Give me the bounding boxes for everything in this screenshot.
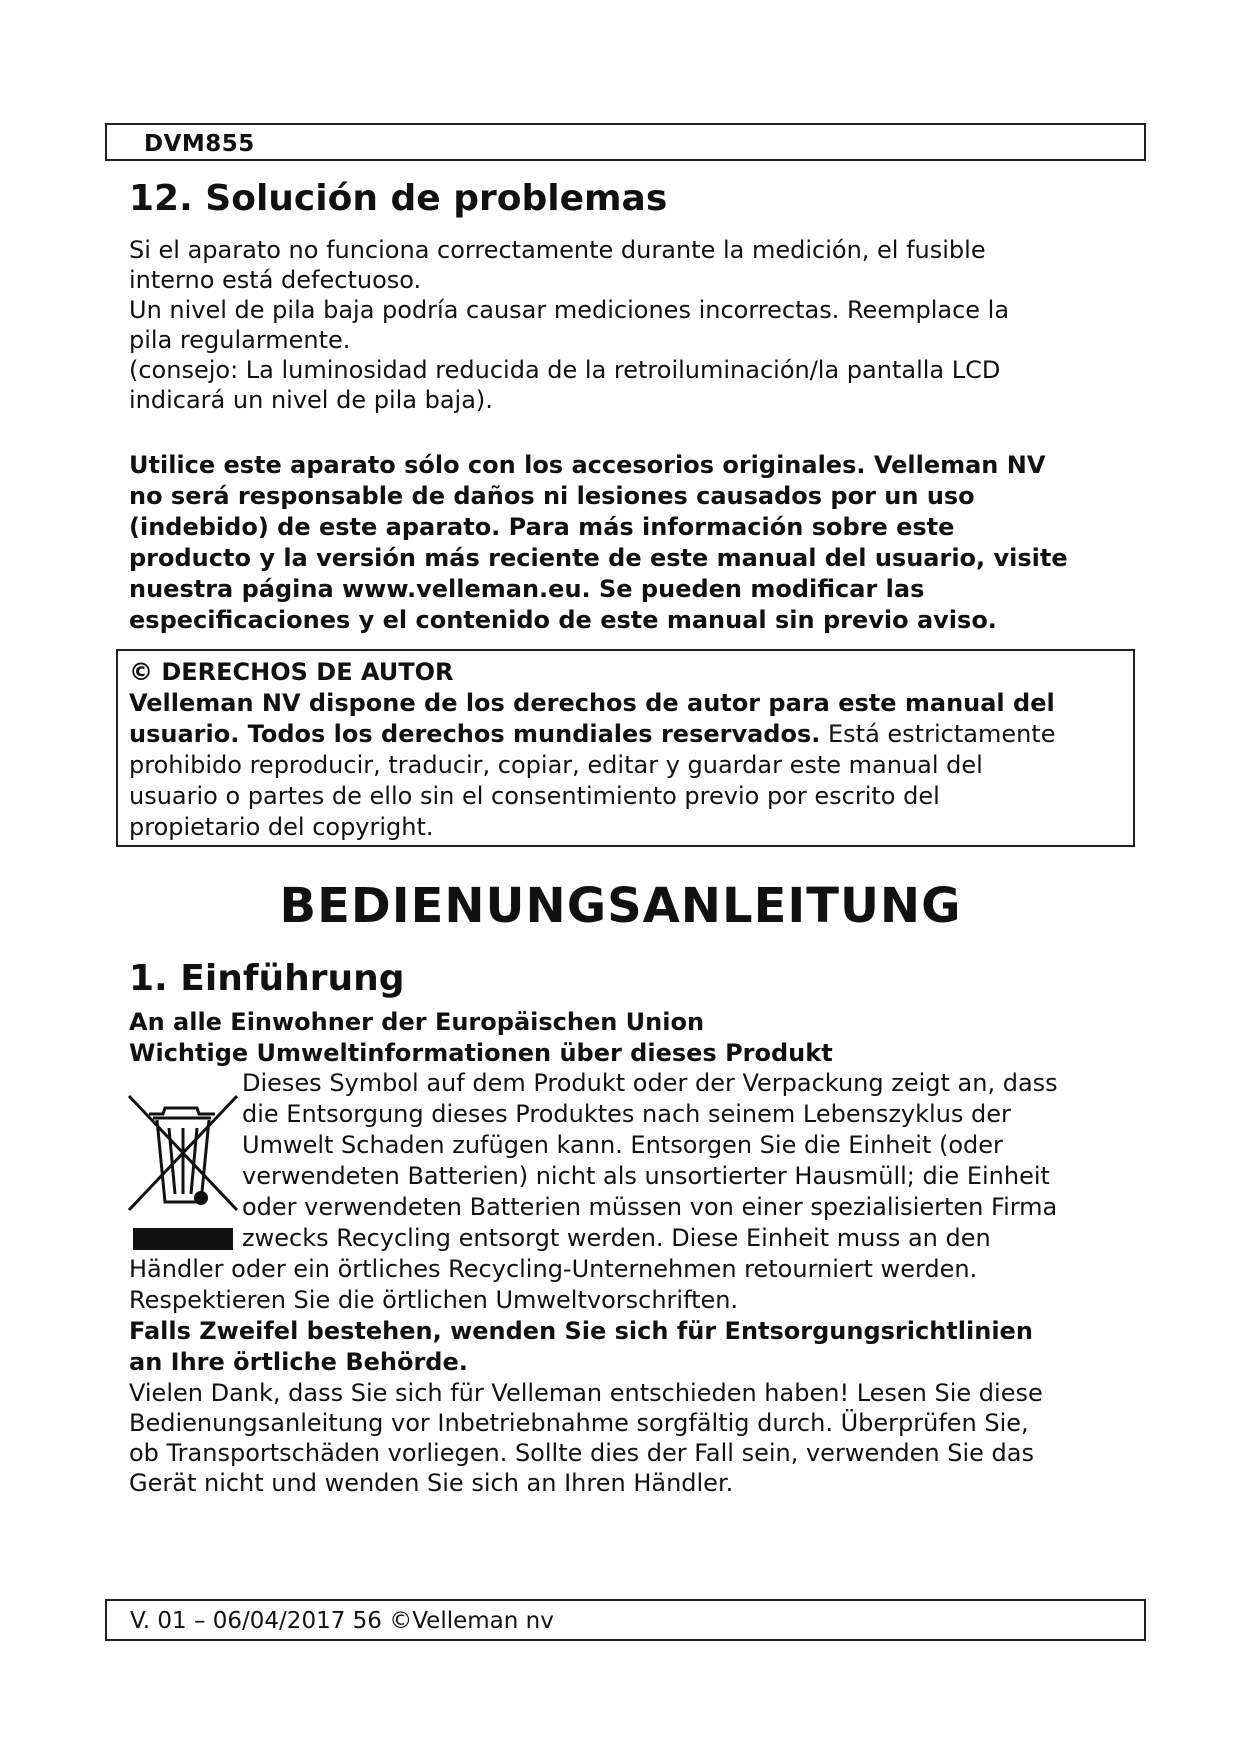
copyright-regular-fragment: Está estrictamente: [820, 720, 1056, 748]
weee-crossed-bin-icon: [125, 1084, 241, 1254]
text-line: indicará un nivel de pila baja).: [129, 386, 493, 414]
page-footer: [105, 1599, 1146, 1641]
text-line: ob Transportschäden vorliegen. Sollte dies der Fall sein, verwenden Sie das: [129, 1439, 1035, 1467]
text-line: Respektieren Sie die örtlichen Umweltvorschriften.: [129, 1286, 739, 1314]
text-line: nuestra página www.velleman.eu. Se pueden modificar las: [129, 575, 925, 603]
text-line: an Ihre örtliche Behörde.: [129, 1348, 468, 1376]
copyright-box: [116, 649, 1135, 847]
text-line: (indebido) de este aparato. Para más información sobre este: [129, 513, 955, 541]
text-line: Un nivel de pila baja podría causar mediciones incorrectas. Reemplace la: [129, 296, 1010, 324]
section-title-introduction: 1. Einführung: [129, 958, 405, 999]
text-line: prohibido reproducir, traducir, copiar, editar y guardar este manual del: [129, 751, 983, 779]
text-line: zwecks Recycling entsorgt werden. Diese Einheit muss an den: [242, 1224, 991, 1252]
text-line: Bedienungsanleitung vor Inbetriebnahme sorgfältig durch. Überprüfen Sie,: [129, 1409, 1029, 1437]
section-title-troubleshooting: 12. Solución de problemas: [129, 178, 668, 219]
text-line: Falls Zweifel bestehen, wenden Sie sich für Entsorgungsrichtlinien: [129, 1317, 1033, 1345]
text-line: pila regularmente.: [129, 326, 351, 354]
copyright-bold-line: Velleman NV dispone de los derechos de autor para este manual del: [129, 689, 1055, 717]
text-line: (consejo: La luminosidad reducida de la retroiluminación/la pantalla LCD: [129, 356, 1001, 384]
text-line: propietario del copyright.: [129, 813, 434, 841]
text-line: Dieses Symbol auf dem Produkt oder der Verpackung zeigt an, dass: [242, 1069, 1058, 1097]
text-line: producto y la versión más reciente de este manual del usuario, visite: [129, 544, 1068, 572]
troubleshooting-text: [129, 235, 1139, 415]
text-line: especificaciones y el contenido de este manual sin previo aviso.: [129, 606, 997, 634]
text-line: die Entsorgung dieses Produktes nach seinem Lebenszyklus der: [242, 1100, 1011, 1128]
text-line: Gerät nicht und wenden Sie sich an Ihren Händler.: [129, 1469, 734, 1497]
recycling-text: [129, 1254, 1139, 1316]
text-line: Vielen Dank, dass Sie sich für Velleman entschieden haben! Lesen Sie diese: [129, 1379, 1043, 1407]
footer-text: V. 01 – 06/04/2017 56 ©Velleman nv: [130, 1608, 554, 1634]
copyright-bold-fragment: usuario. Todos los derechos mundiales reservados.: [129, 720, 821, 748]
model-number: DVM855: [144, 131, 255, 157]
page-header: [105, 123, 1146, 161]
usage-notice: [129, 450, 1139, 636]
text-line: Umwelt Schaden zufügen kann. Entsorgen Sie die Einheit (oder: [242, 1131, 1003, 1159]
doubt-notice: [129, 1316, 1139, 1378]
copyright-heading: © DERECHOS DE AUTOR: [129, 658, 454, 686]
text-line: oder verwendeten Batterien müssen von einer spezialisierten Firma: [242, 1193, 1058, 1221]
manual-title: BEDIENUNGSANLEITUNG: [279, 878, 962, 934]
eu-heading: An alle Einwohner der Europäischen Union: [129, 1008, 705, 1036]
text-line: Händler oder ein örtliches Recycling-Unternehmen retourniert werden.: [129, 1255, 978, 1283]
text-line: Si el aparato no funciona correctamente durante la medición, el fusible: [129, 236, 986, 264]
text-line: verwendeten Batterien) nicht als unsortierter Hausmüll; die Einheit: [242, 1162, 1050, 1190]
weee-symbol-text: [242, 1068, 1122, 1254]
thanks-text: [129, 1378, 1139, 1498]
eu-heading: Wichtige Umweltinformationen über dieses Produkt: [129, 1039, 833, 1067]
text-line: Utilice este aparato sólo con los accesorios originales. Velleman NV: [129, 451, 1046, 479]
text-line: interno está defectuoso.: [129, 266, 422, 294]
text-line: usuario o partes de ello sin el consentimiento previo por escrito del: [129, 782, 940, 810]
text-line: no será responsable de daños ni lesiones causados por un uso: [129, 482, 975, 510]
copyright-mixed-line: [129, 719, 1122, 750]
eu-headings: [129, 1007, 1139, 1069]
